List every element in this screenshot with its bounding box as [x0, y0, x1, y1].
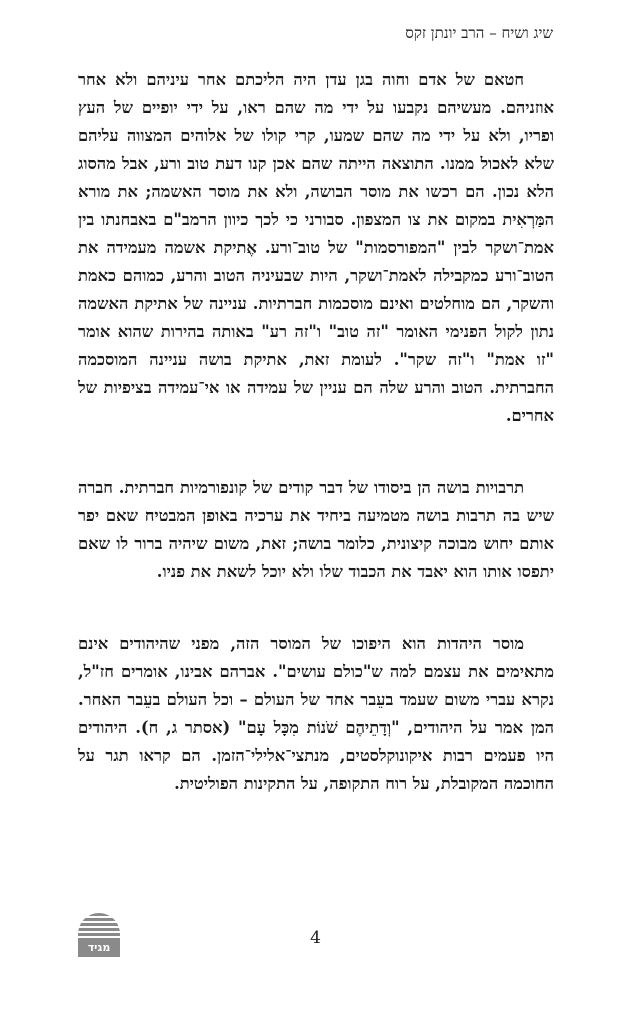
paragraph-2: תרבויות בושה הן ביסודו של דבר קודים של קונפורמיות חברתית. חברה שיש בה תרבות בושה מטמיעה ביחיד את ערכיה באופן המבטיח שאם יפר אותם יחוש מבוכה קיצונית, כלומר בושה; זאת, משום שיהיה ברור לו שאם יתפסו אותו הוא יאבד את הכבוד שלו ולא יוכל לשאת את פניו.	[78, 478, 554, 581]
body-text	[78, 66, 554, 798]
running-header: שיג ושיח – הרב יונתן זקס	[405, 24, 553, 42]
publisher-logo-label: מגיד	[78, 939, 120, 957]
paragraph-1: חטאם של אדם וחוה בגן עדן היה הליכתם אחר עיניהם ולא אחר אוזניהם. מעשיהם נקבעו על ידי מה שהם ראו, על ידי יופיים של העץ ופריו, ולא על ידי מה שהם שמעו, קרי קולו של אלוהים המצווה עליהם שלא לאכול ממנו. התוצאה הייתה שהם אכן קנו דעת טוב ורע, אבל מהסוג הלא נכון. הם רכשו את מוסר הבושה, ולא את מוסר האשמה; את מורא המַּרְאִית במקום את צו המצפון. סבורני כי לכך כיוון הרמב"ם באבחנתו בין אמת־ושקר לבין "המפורסמות" של טוב־ורע. אֶתיקת אשמה מעמידה את הטוב־ורע כמקבילה לאמת־ושקר, היות שבעיניה הטוב והרע, כמוהם כאמת והשקר, הם מוחלטים ואינם מוסכמות חברתיות. עניינה של אתיקת האשמה נתון לקול הפנימי האומר "זה טוב" ו"זה רע" באותה בהירות שהוא אומר "זו אמת" ו"זה שקר". לעומת זאת, אתיקת בושה עניינה המוסכמה החברתית. הטוב והרע שלה הם עניין של עמידה או אי־עמידה בציפיות של אחרים.	[78, 70, 554, 425]
paragraph-3: מוסר היהדות הוא היפוכו של המוסר הזה, מפני שהיהודים אינם מתאימים את עצמם למה ש"כולם עושים". אברהם אבינו, אומרים חז"ל, נקרא עברי משום שעמד בעֵבר אחד של העולם – וכל העולם בעֵבר האחר. המן אמר על היהודים, "וְדָתֵיהֶם שֹׁנוֹת מִכָּל עָם" (אסתר ג, ח). היהודים היו פעמים רבות איקונוקלסטים, מנתצי־אלילי־הזמן. הם קראו תגר על החוכמה המקובלת, על רוח התקופה, על התקינות הפוליטית.	[78, 634, 554, 793]
page-number: 4	[310, 928, 321, 948]
